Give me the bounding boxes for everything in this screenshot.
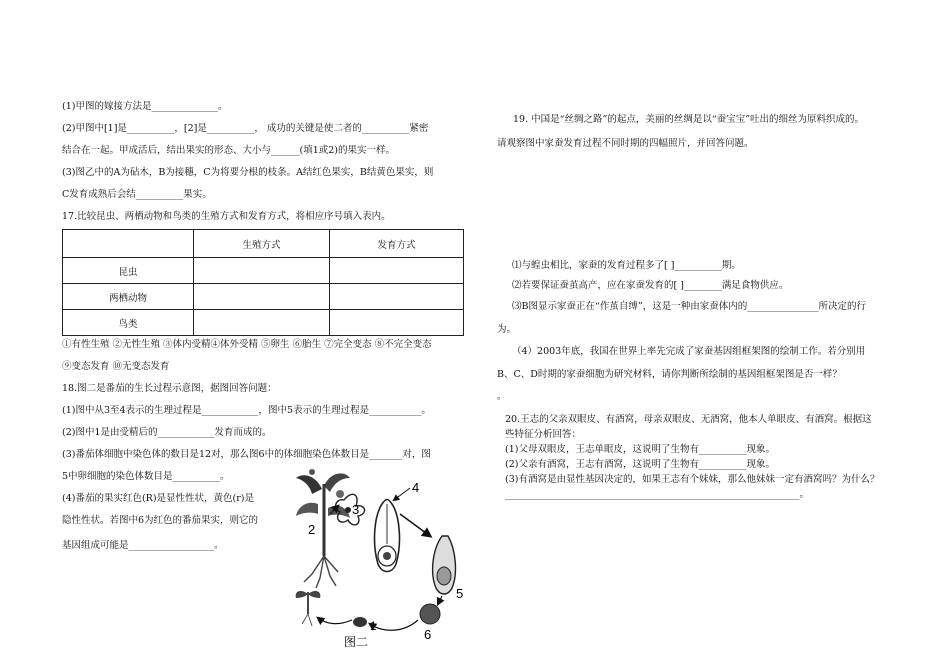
q19-sub-2: ⑵若要保证蚕茧高产，应在家蚕发育的[ ]________满足食物供应。 (512, 280, 789, 291)
table-cell-development[interactable] (330, 284, 464, 310)
q18-line-3: (3)番茄体细胞中染色体的数目是12对，那么图6中的体细胞染色体数目是_______对，图 (62, 449, 431, 460)
ovary-illustration (375, 500, 400, 572)
q20-sub-1: (1)父母双眼皮，王志单眼皮，这说明了生物有__________现象。 (505, 444, 775, 455)
table-row (63, 310, 464, 336)
seedling-illustration (296, 591, 321, 626)
table-header-cell: 发育方式 (330, 230, 464, 258)
table-row-label: 两栖动物 (63, 284, 194, 310)
table-row-label: 鸟类 (63, 310, 194, 336)
ovule-illustration (433, 536, 456, 594)
q20-sub-3: (3)有酒窝是由显性基因决定的，如果王志有个妹妹，那么他妹妹一定有酒窝吗？为什么？ (505, 474, 880, 485)
fruit-illustration (420, 604, 440, 624)
table-header-cell (63, 230, 194, 258)
q20-sub-2: (2)父亲有酒窝，王志有酒窝，这说明了生物有__________现象。 (505, 459, 775, 470)
table-cell-reproduction[interactable] (194, 310, 330, 336)
table-header-cell: 生殖方式 (194, 230, 330, 258)
q16-line-3: 结合在一起。甲成活后，结出果实的形态、大小与______(填1或2)的果实一样。 (62, 145, 396, 156)
table-row (63, 258, 464, 284)
q16-line-1: (1)甲图的嫁接方法是______________。 (62, 101, 228, 112)
q16-line-5: C发育成熟后会结__________果实。 (62, 189, 212, 200)
q18-line-7: 基因组成可能是__________________。 (62, 540, 224, 551)
figure-label-6: 6 (424, 627, 432, 642)
q19-sub-3: ⑶B图显示家蚕正在“作茧自缚”，这是一种由家蚕体内的_______________所决定的行 (512, 301, 866, 312)
q18-line-6: 隐性性状。若图中6为红色的番茄果实，则它的 (62, 515, 259, 526)
q20-line-1: 20.王志的父亲双眼皮、有酒窝，母亲双眼皮、无酒窝，他本人单眼皮、有酒窝。根据这 (505, 414, 872, 425)
q19-sub-4-end: 。 (497, 391, 507, 402)
q19-sub-1: ⑴与蝗虫相比，家蚕的发育过程多了[ ]__________期。 (512, 260, 741, 271)
q19-sub-3-cont: 为。 (497, 324, 517, 335)
table-cell-reproduction[interactable] (194, 284, 330, 310)
table-row-label: 昆虫 (63, 258, 194, 284)
table-cell-development[interactable] (330, 310, 464, 336)
tomato-plant-illustration (296, 469, 350, 588)
q18-line-4: 5中卵细胞的染色体数目是__________。 (62, 471, 230, 482)
q18-line-1: (1)图中从3至4表示的生理过程是____________，图中5表示的生理过程是___________。 (62, 405, 431, 416)
q17-title: 17.比较昆虫、两栖动物和鸟类的生殖方式和发育方式，将相应序号填入表内。 (62, 211, 391, 222)
table-header-row (63, 230, 464, 258)
q19-sub-4-cont: B、C、D时期的家蚕细胞为研究材料，请你判断所绘制的基因组框架图是否一样？ (497, 369, 842, 380)
q19-line-2: 请观察图中家蚕发育过程不同时期的四幅照片，并回答问题。 (497, 138, 754, 149)
comparison-table (62, 229, 464, 336)
q18-line-5: (4)番茄的果实红色(R)是显性性状，黄色(r)是 (62, 493, 254, 504)
options-line-1: ①有性生殖 ②无性生殖 ③体内受精④体外受精 ⑤卵生 ⑥胎生 ⑦完全变态 ⑧不完全变态 (62, 339, 432, 350)
table-cell-reproduction[interactable] (194, 258, 330, 284)
options-line-2: ⑨变态发育 ⑩无变态发育 (62, 361, 170, 372)
q16-line-2: (2)甲图中[1]是__________，[2]是__________， 成功的关键是使二者的__________紧密 (62, 123, 429, 134)
q19-sub-4: （4）2003年底，我国在世界上率先完成了家蚕基因组框架图的绘制工作。若分别用 (512, 346, 866, 357)
figure-caption: 图二 (344, 635, 369, 648)
figure-label-1: 1 (370, 619, 377, 633)
figure-label-4: 4 (412, 480, 420, 495)
tomato-lifecycle-figure (282, 464, 480, 648)
q20-line-2: 些特征分析回答： (505, 429, 582, 440)
q19-line-1: 19. 中国是“丝绸之路”的起点，美丽的丝绸是以“蚕宝宝”吐出的细丝为原料织成的。 (513, 114, 865, 125)
table-cell-development[interactable] (330, 258, 464, 284)
table-row (63, 284, 464, 310)
seed-illustration (353, 617, 367, 627)
figure-label-2: 2 (308, 522, 316, 537)
q20-answer-line[interactable]: ______________________________________________________________。 (505, 489, 810, 500)
figure-label-3: 3 (352, 502, 360, 517)
figure-label-5: 5 (456, 586, 464, 601)
q16-line-4: (3)图乙中的A为砧木，B为接穗，C为将要分根的枝条。A结红色果实，B结黄色果实，则 (62, 167, 434, 178)
q18-line-2: (2)图中1是由受精后的____________发育而成的。 (62, 427, 272, 438)
q18-title: 18.图二是番茄的生长过程示意图，据图回答问题： (62, 383, 277, 394)
